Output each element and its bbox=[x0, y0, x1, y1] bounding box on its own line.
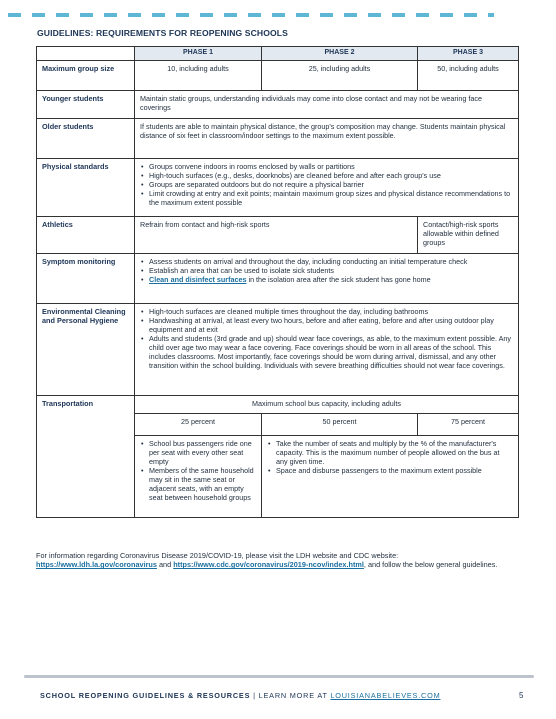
cdc-link[interactable]: https://www.cdc.gov/coronavirus/2019-ncov/index.html bbox=[173, 560, 364, 570]
cell-all-phases bbox=[135, 254, 519, 304]
list-item: • High-touch surfaces are cleaned multiple times throughout the day, including bathrooms bbox=[149, 307, 513, 316]
row-label: Physical standards bbox=[37, 159, 135, 217]
row-younger-students bbox=[37, 91, 519, 119]
list-item: • Space and disburse passengers to the maximum extent possible bbox=[276, 466, 513, 475]
header-phase-1: PHASE 1 bbox=[135, 47, 262, 61]
cell-phase-1: 25 percent bbox=[135, 414, 262, 436]
info-text: For information regarding Coronavirus Disease 2019/COVID-19, please visit the LDH website and CDC website: bbox=[36, 551, 399, 560]
list-item: • High-touch surfaces (e.g., desks, doorknobs) are cleaned before and after each group's use bbox=[149, 171, 513, 180]
cell-all-phases bbox=[135, 304, 519, 396]
louisiana-believes-link[interactable]: LOUISIANABELIEVES.COM bbox=[330, 691, 441, 700]
cell-phase-1: 10, including adults bbox=[135, 61, 262, 91]
footer-bar bbox=[40, 691, 500, 700]
footer-divider bbox=[24, 675, 534, 678]
bullet-list bbox=[140, 439, 256, 502]
list-item-text: in the isolation area after the sick student has gone home bbox=[246, 275, 431, 284]
footer-learn-more: LEARN MORE AT bbox=[258, 691, 331, 700]
guidelines-table bbox=[36, 46, 519, 518]
cell-phase-1-details bbox=[135, 436, 262, 518]
list-item: • Take the number of seats and multiply by the % of the manufacturer's capacity. This is the maximum number of people allowed on the bus at any given time. bbox=[276, 439, 513, 466]
cell-phase-2: 50 percent bbox=[262, 414, 418, 436]
info-paragraph bbox=[36, 551, 516, 570]
cell-phase-3: 50, including adults bbox=[418, 61, 519, 91]
list-item: • Assess students on arrival and throughout the day, including conducting an initial temperature check bbox=[149, 257, 513, 266]
list-item bbox=[149, 275, 513, 284]
page-number: 5 bbox=[519, 691, 524, 700]
ldh-link[interactable]: https://www.ldh.la.gov/coronavirus bbox=[36, 560, 157, 570]
row-label: Younger students bbox=[37, 91, 135, 119]
row-label: Older students bbox=[37, 119, 135, 159]
list-item: • Groups convene indoors in rooms enclosed by walls or partitions bbox=[149, 162, 513, 171]
bullet-list bbox=[140, 162, 513, 207]
cell-phase-2-3-details bbox=[262, 436, 519, 518]
cell-phase-3: 75 percent bbox=[418, 414, 519, 436]
page-heading: GUIDELINES: REQUIREMENTS FOR REOPENING SCHOOLS bbox=[37, 28, 288, 38]
list-item: • Handwashing at arrival, at least every two hours, before and after eating, before and after using outdoor play equipment and at exit bbox=[149, 316, 513, 334]
list-item: • Adults and students (3rd grade and up) should wear face coverings, as able, to the maximum extent possible. Any child over age two may wear a face covering. Face coverings should be worn in all areas of the school. This includes classrooms. Most importantly, face coverings should be worn during arrival, dismissal, and any other transition within the school building. Individuals with severe breathing difficulties should not wear face coverings. bbox=[149, 334, 513, 370]
bullet-list bbox=[140, 307, 513, 370]
footer-title: SCHOOL REOPENING GUIDELINES & RESOURCES bbox=[40, 691, 251, 700]
list-item: • Members of the same household may sit in the same seat or adjacent seats, with an empty seat between household groups bbox=[149, 466, 256, 502]
bullet-list bbox=[267, 439, 513, 475]
table-header-row bbox=[37, 47, 519, 61]
row-maximum-group-size bbox=[37, 61, 519, 91]
header-empty-cell bbox=[37, 47, 135, 61]
cell-all-phases: If students are able to maintain physical distance, the group's composition may change. Students maintain physical distance of six feet in classroom/indoor settings to the maximum extent possible. bbox=[135, 119, 519, 159]
list-item: • Establish an area that can be used to isolate sick students bbox=[149, 266, 513, 275]
header-phase-3: PHASE 3 bbox=[418, 47, 519, 61]
row-label: Athletics bbox=[37, 217, 135, 254]
row-transportation-header bbox=[37, 396, 519, 414]
top-dashed-rule bbox=[8, 13, 494, 17]
bullet-list bbox=[140, 257, 513, 284]
cell-phase-2: 25, including adults bbox=[262, 61, 418, 91]
cell-phase-3: Contact/high-risk sports allowable within defined groups bbox=[418, 217, 519, 254]
info-text: , and follow the below general guidelines. bbox=[363, 560, 498, 570]
footer-separator: | bbox=[250, 691, 259, 700]
clean-disinfect-link[interactable]: Clean and disinfect surfaces bbox=[149, 275, 247, 284]
cell-all-phases: Maintain static groups, understanding individuals may come into close contact and may not be wearing face coverings bbox=[135, 91, 519, 119]
row-symptom-monitoring bbox=[37, 254, 519, 304]
list-item: • Limit crowding at entry and exit points; maintain maximum group sizes and physical distance recommendations to the maximum extent possible bbox=[149, 189, 513, 207]
row-older-students bbox=[37, 119, 519, 159]
row-athletics bbox=[37, 217, 519, 254]
row-label: Transportation bbox=[37, 396, 135, 518]
cell-all-phases bbox=[135, 159, 519, 217]
row-physical-standards bbox=[37, 159, 519, 217]
row-label: Maximum group size bbox=[37, 61, 135, 91]
row-label: Symptom monitoring bbox=[37, 254, 135, 304]
header-phase-2: PHASE 2 bbox=[262, 47, 418, 61]
cell-phase-1-2: Refrain from contact and high-risk sports bbox=[135, 217, 418, 254]
row-label: Environmental Cleaning and Personal Hygiene bbox=[37, 304, 135, 396]
row-environmental-cleaning bbox=[37, 304, 519, 396]
list-item: • School bus passengers ride one per seat with every other seat empty bbox=[149, 439, 256, 466]
cell-bus-capacity: Maximum school bus capacity, including adults bbox=[135, 396, 519, 414]
info-text: and bbox=[156, 560, 174, 570]
list-item: • Groups are separated outdoors but do not require a physical barrier bbox=[149, 180, 513, 189]
